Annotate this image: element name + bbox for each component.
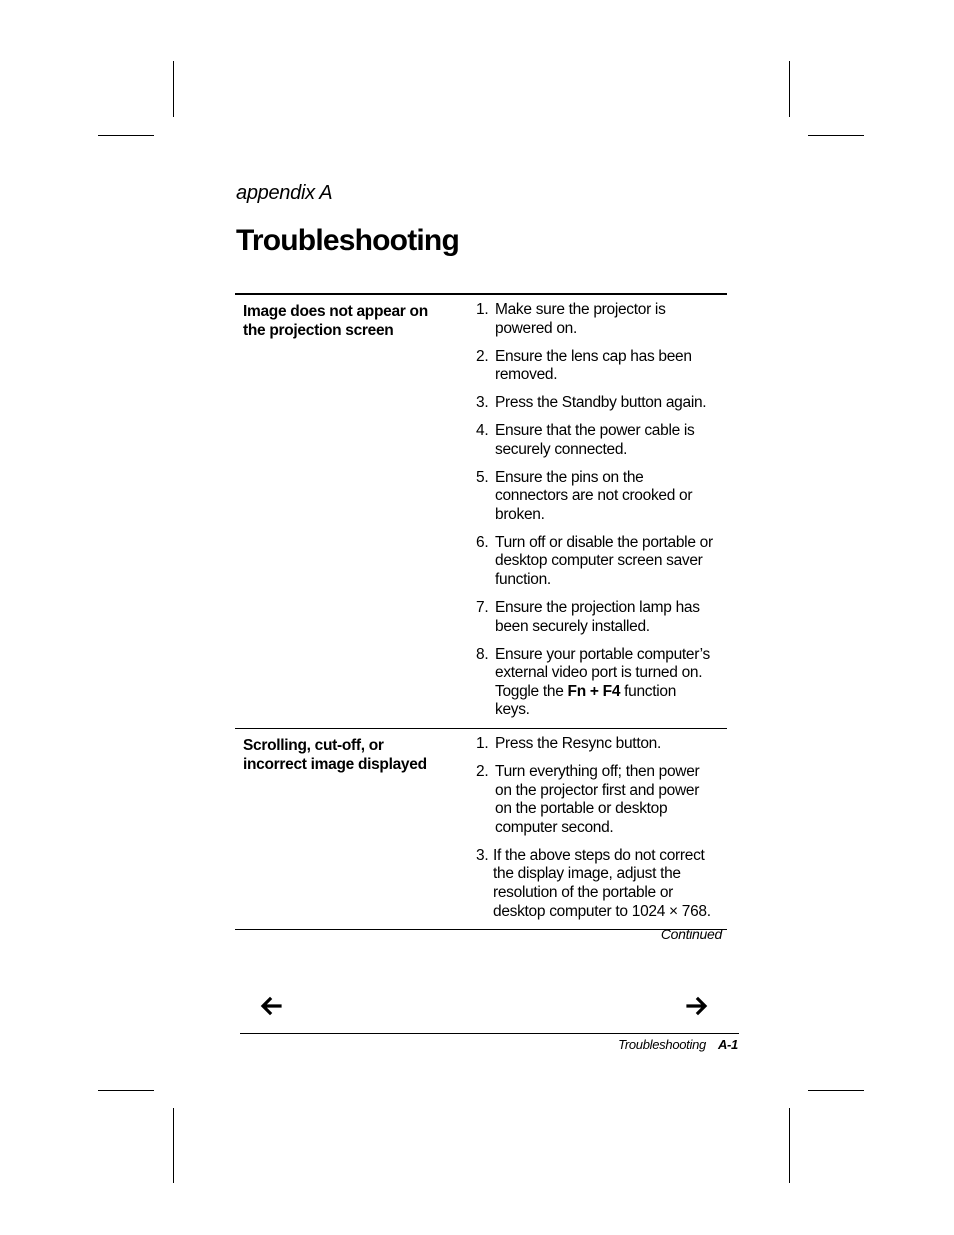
page-title: Troubleshooting xyxy=(236,224,459,257)
problem-text: the projection screen xyxy=(243,322,394,339)
key-combination: Fn + F4 xyxy=(567,682,621,700)
step-text xyxy=(495,348,717,385)
solution-step xyxy=(467,348,727,385)
previous-page-button[interactable] xyxy=(259,994,283,1018)
crop-mark xyxy=(173,61,174,117)
problem-cell xyxy=(235,295,467,728)
step-number: 3. xyxy=(476,394,489,412)
step-text xyxy=(495,301,717,338)
step-line: powered on. xyxy=(495,319,578,337)
step-line: Press the Standby button again. xyxy=(495,394,707,412)
step-line: Ensure the lens cap has been xyxy=(495,347,692,365)
step-number: 2. xyxy=(476,763,489,780)
arrow-right-icon xyxy=(685,994,709,1018)
solution-step xyxy=(467,646,727,720)
crop-mark xyxy=(789,61,790,117)
page-footer xyxy=(618,1037,738,1052)
step-number: 7. xyxy=(476,599,489,617)
step-text xyxy=(495,534,717,590)
step-number: 2. xyxy=(476,347,489,365)
step-number: 1. xyxy=(476,301,489,318)
step-text xyxy=(495,646,717,720)
solution-step xyxy=(467,735,727,754)
step-number: 1. xyxy=(476,735,489,753)
step-line: desktop computer screen saver xyxy=(495,552,703,570)
solution-step xyxy=(467,599,727,636)
step-text xyxy=(495,763,717,837)
next-page-button[interactable] xyxy=(685,994,709,1018)
step-line: Ensure your portable computer’s xyxy=(495,645,710,663)
step-line-part: Toggle the xyxy=(495,682,568,700)
step-line: resolution of the portable or xyxy=(493,883,674,901)
step-text xyxy=(493,847,715,921)
crop-mark xyxy=(98,135,154,136)
step-line: Press the Resync button. xyxy=(495,735,661,753)
footer-divider xyxy=(240,1033,739,1034)
step-line: desktop computer to 1024 × 768. xyxy=(493,902,711,920)
step-line: keys. xyxy=(495,701,530,719)
appendix-label: appendix A xyxy=(236,182,333,204)
step-line: connectors are not crooked or xyxy=(495,487,693,505)
step-number: 4. xyxy=(476,422,489,440)
solution-list xyxy=(467,295,727,728)
problem-text: incorrect image displayed xyxy=(243,756,427,774)
crop-mark xyxy=(789,1108,790,1183)
step-line: function. xyxy=(495,571,551,589)
solution-step xyxy=(467,534,727,590)
step-line: Make sure the projector is xyxy=(495,301,666,318)
step-line: computer second. xyxy=(495,818,614,836)
solution-step xyxy=(467,763,727,837)
step-number: 6. xyxy=(476,533,489,551)
arrow-left-icon xyxy=(259,994,283,1018)
step-line: removed. xyxy=(495,366,558,384)
table-row xyxy=(235,729,727,930)
step-line: broken. xyxy=(495,505,545,523)
solution-step xyxy=(467,847,727,921)
step-line xyxy=(495,683,717,702)
step-text xyxy=(495,394,717,413)
solution-step xyxy=(467,394,727,413)
footer-section-title: Troubleshooting xyxy=(618,1037,706,1052)
step-line: Ensure the projection lamp has xyxy=(495,599,700,617)
step-line-part: function xyxy=(620,682,677,700)
step-line: external video port is turned on. xyxy=(495,664,703,682)
crop-mark xyxy=(173,1108,174,1183)
step-line: securely connected. xyxy=(495,440,628,458)
page-number: A-1 xyxy=(717,1037,738,1052)
table-row xyxy=(235,295,727,729)
step-text xyxy=(495,599,717,636)
crop-mark xyxy=(98,1090,154,1091)
problem-cell xyxy=(235,729,467,929)
solution-list xyxy=(467,729,727,929)
step-number: 8. xyxy=(476,645,489,663)
step-text xyxy=(495,469,717,525)
step-number: 3. xyxy=(476,846,489,864)
step-text xyxy=(495,422,717,459)
crop-mark xyxy=(808,135,864,136)
troubleshooting-table xyxy=(235,293,727,930)
solution-step xyxy=(467,301,727,338)
step-line: If the above steps do not correct xyxy=(493,846,705,864)
step-text xyxy=(495,735,717,754)
step-number: 5. xyxy=(476,468,489,486)
step-line: Ensure that the power cable is xyxy=(495,422,695,440)
step-line: on the portable or desktop xyxy=(495,800,668,818)
solution-step xyxy=(467,422,727,459)
solution-step xyxy=(467,469,727,525)
step-line: the display image, adjust the xyxy=(493,865,681,883)
problem-text: Image does not appear on xyxy=(243,303,428,320)
step-line: on the projector first and power xyxy=(495,781,700,799)
problem-text: Scrolling, cut-off, or xyxy=(243,737,384,755)
step-line: been securely installed. xyxy=(495,617,650,635)
step-line: Turn everything off; then power xyxy=(495,763,700,780)
crop-mark xyxy=(808,1090,864,1091)
step-line: Ensure the pins on the xyxy=(495,468,644,486)
continued-label: Continued xyxy=(660,926,722,942)
step-line: Turn off or disable the portable or xyxy=(495,533,713,551)
